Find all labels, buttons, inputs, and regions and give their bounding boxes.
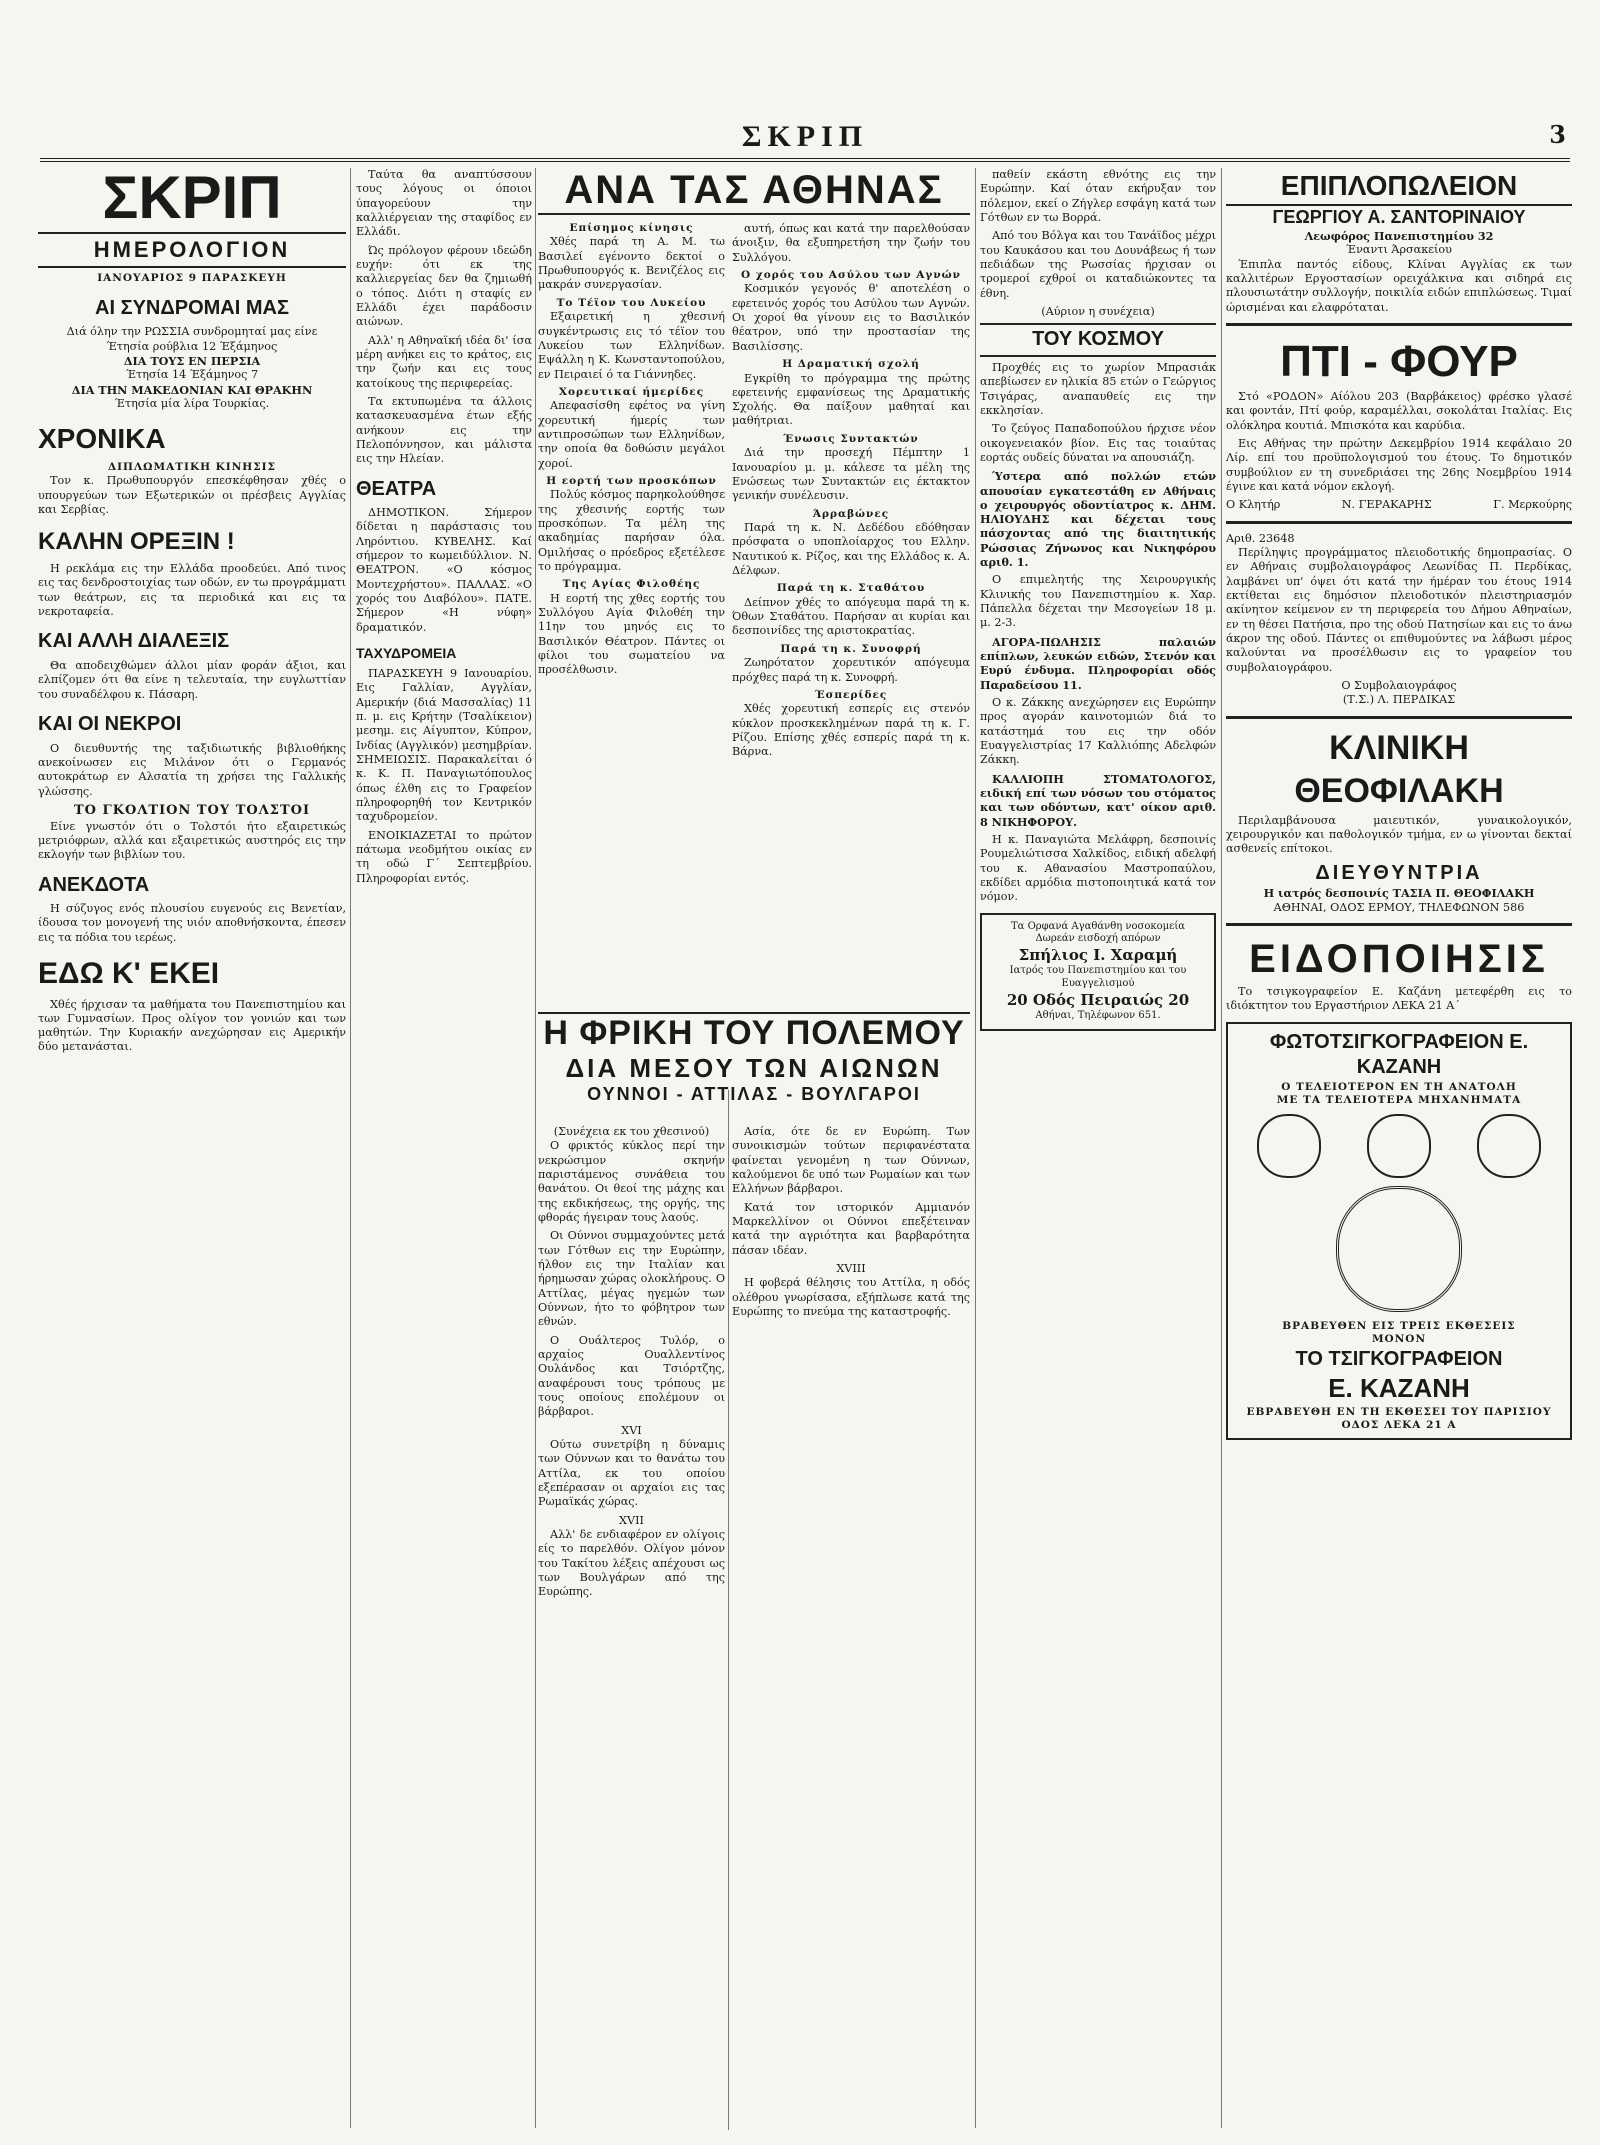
article-text: Ταύτα θα αναπτύσσουν τους λόγους οι όποιοι ύπαγορεύουν την καλλιέργειαν της σταφίδος εν Ελλάδι. <box>356 168 532 239</box>
photo-ad-sub: ΜΕ ΤΑ ΤΕΛΕΙΟΤΕΡΑ ΜΗΧΑΝΗΜΑΤΑ <box>1276 1094 1522 1107</box>
doctor-ad-box <box>980 913 1216 1031</box>
war-headline <box>538 1012 970 1105</box>
article-text: ΔΗΜΟΤΙΚΟΝ. Σήμερον δίδεται η παράστασις του Ληρόντιου. ΚΥΒΕΛΗΣ. Καί σήμερον το κωμειδύλλιον. Ν. ΘΕΑΤΡΟΝ. «Ο κόσμος Μοντεχρήστου». ΠΑΛΛΑΣ. «Ο χορός του Διαβόλου». ΠΑΤΕ. Σήμερον «Η νύφη» δραματικόν. <box>356 506 532 634</box>
article-heading: ΚΑΙ ΟΙ ΝΕΚΡΟΙ <box>38 713 182 736</box>
article-text: Από του Βόλγα και του Τανάϊδος μέχρι του Καυκάσου και του Δουνάβεως ή των πεδιάδων της Ρωσσίας ήρχισαν οι τρομεροί εχθροί οι καταδιώκοντες τα έθνη. <box>980 229 1216 300</box>
column-rule <box>1221 168 1222 2128</box>
divider <box>1226 923 1572 926</box>
article-text: ΠΑΡΑΣΚΕΥΗ 9 Ιανουαρίου. Εις Γαλλίαν, Αγγλίαν, Αμερικήν (διά Μασσαλίας) 11 π. μ. εις Κρήτην (Τσαλίκειον) μεσημ. εις Αίγυπτον, Κύπρον, Ινδίας (Αγγλικόν) μεσημβρίαν. ΣΗΜΕΙΩΣΙΣ. Παρακαλείται ό κ. Κ. Π. Παναγιωτόπουλος όπως έλθη εις το Γραφείον πληροφορηθή τον Κεντρικόν ταχυδρομείον. <box>356 667 532 824</box>
article-text: Ο Ουάλτερος Τυλόρ, ο αρχαίος Ουαλλεντίνος Ουλάνδος και Τσιόρτζης, αναφέρουσι τους τρόπους με τους οποίους επολέμουν οι βάρβαροι. <box>538 1333 725 1419</box>
photo-ad-sub: Ο ΤΕΛΕΙΟΤΕΡΟΝ ΕΝ ΤΗ ΑΝΑΤΟΛΗ <box>1281 1081 1517 1093</box>
article-text: Τα εκτυπωμένα τα άλλοις κατασκευασμένα έτων εξής ανήκουν εις την Πελοπόννησον, και μάλιστα εις την Ηλείαν. <box>356 394 532 466</box>
signature: (Τ.Σ.) Λ. ΠΕΡΔΙΚΑΣ <box>1342 693 1456 707</box>
portrait-medallion-icon <box>1336 1186 1462 1312</box>
article-text: Προχθές εις το χωρίον Μπρασιάκ απεβίωσεν εν ηλικία 85 ετών ο Γεώργιος Τσιγάρας, αναπαυθείς εις την εκκλησίαν. <box>980 360 1216 417</box>
furniture-ad-name: ΓΕΩΡΓΙΟΥ Α. ΣΑΝΤΟΡΙΝΑΙΟΥ <box>1272 206 1526 227</box>
section-taxydromeia: ΤΑΧΥΔΡΟΜΕΙΑ <box>356 645 457 662</box>
photo-ad-address: ΟΔΟΣ ΛΕΚΑ 21 Α <box>1341 1419 1457 1432</box>
article-heading: Χορευτικαί ήμερίδες <box>558 385 705 398</box>
page-number: 3 <box>1549 120 1566 149</box>
masthead <box>40 118 1570 162</box>
divider <box>1226 521 1572 524</box>
article-text: Αλλ' δε ενδιαφέρον εν ολίγοις είς το παρελθόν. Ολίγον μόνον του Τακίτου λέξεις απέχουσι ως των Βουλγάρων από της Ευρώπης. <box>538 1527 725 1599</box>
article-text: Η σύζυγος ενός πλουσίου ευγενούς εις Βενετίαν, ίδουσα τον μονογενή της υιόν αποθνήσκοντα, έπεσεν εις τα πόδια του ιερέως. <box>38 902 346 944</box>
article-text: ΕΝΟΙΚΙΑΖΕΤΑΙ το πρώτον πάτωμα νεοδμήτου οικίας εν τη οδώ Γ΄ Σεπτεμβρίου. Πληροφορίαι εντός. <box>356 828 532 885</box>
article-text: Απεφασίσθη εφέτος να γίνη χορευτική ήμερίς των αντιπροσώπων των Ελληνίδων, την οποία θα δοθώσιν μεγάλοι χοροί. <box>538 399 725 470</box>
section-tou-kosmou: ΤΟΥ ΚΟΣΜΟΥ <box>980 323 1216 357</box>
photo-ad-line: Ε. ΚΑΖΑΝΗ <box>1328 1373 1470 1404</box>
divider <box>1226 716 1572 719</box>
article-text: Εγκρίθη το πρόγραμμα της πρώτης εφετεινής εμφανίσεως της Δραματικής Σχολής. Θα παίξουν μαθηταί και μαθήτριαι. <box>732 371 970 428</box>
article-heading: Ένωσις Συντακτών <box>783 432 919 445</box>
article-text: Το ζεύγος Παπαδοπούλου ήρχισε νέον οικογενειακόν βίον. Εις τας τοιαύτας εορτάς ουδείς δύναται να απουσιάζη. <box>980 422 1216 464</box>
banner-title: ΑΝΑ ΤΑΣ ΑΘΗΝΑΣ <box>538 168 970 215</box>
medals-row <box>1234 1114 1564 1178</box>
article-text: Ζωηρότατον χορευτικόν απόγευμα πρόχθες παρά τη κ. Συνοφρή. <box>732 656 970 684</box>
signature: Ν. ΓΕΡΑΚΑΡΗΣ <box>1341 498 1432 512</box>
column-rule <box>728 1090 729 2130</box>
medal-icon <box>1477 1114 1541 1178</box>
clinic-director-name: Η ιατρός δεσποινίς ΤΑΣΙΑ Π. ΘΕΟΦΙΛΑΚΗ <box>1263 886 1535 901</box>
article-text: Ο διευθυντής της ταξιδιωτικής βιβλιοθήκης ανεκοίνωσεν εις Μιλάνον ότι ο Γερμανός αυτοκράτωρ εν Αλσατία τη χρήσει της Γαλλικής γλώσσης. <box>38 741 346 798</box>
article-heading: Παρά τη κ. Σταθάτου <box>776 582 926 595</box>
furniture-ad-sub: Έναντι Άρσακείου <box>1346 243 1452 257</box>
photo-engraving-ad <box>1226 1022 1572 1441</box>
column-5 <box>980 168 1216 2128</box>
subscriptions-line: ΔΙΑ ΤΟΥΣ ΕΝ ΠΕΡΣΙΑ <box>123 353 261 368</box>
article-heading: ΤΟ ΓΚΟΛΤΙΟΝ ΤΟΥ ΤΟΛΣΤΟΙ <box>73 802 311 818</box>
furniture-ad-address: Λεωφόρος Πανεπιστημίου 32 <box>1304 228 1494 243</box>
classified-ad: Ο επιμελητής της Χειρουργικής Κλινικής του Πανεπιστημίου κ. Χαρ. Πάπελλα δέχεται την Μεσογείων 18 μ. μ. 2-3. <box>980 573 1216 630</box>
article-text: Δείπνον χθές το απόγευμα παρά τη κ. Όθων Σταθάτου. Παρήσαν αι κυρίαι και δεσποινίδες της αριστοκρατίας. <box>732 595 970 638</box>
ad-line: Ιατρός του Πανεπιστημίου και του Ευαγγελισμού <box>1009 965 1187 990</box>
notice-text: Περίληψις προγράμματος πλειοδοτικής δημοπρασίας. Ο εν Αθήναις συμβολαιογράφος Λεωνίδας Π. Περδίκας, λαμβάνει υπ' όψει ότι κατά την ήμέραν του έτους 1914 εκτίθεται εις δημόσιον πλειοδοτικόν πλειστηριασμόν ακίνητον κείμενον εν τη περιφερεία του Δήμου Αθηναίων, εν τη θέσει Πατήσια, προ της οδού Πατησίων και εις το άνω άκρον της οδού. Πάντες οι επιθυμούντες να λάβωσι μέρος καλούνται να προσέλθωσιν εις το γραφείον του συμβολαιογράφου. <box>1226 546 1572 674</box>
column-rule <box>350 168 351 2128</box>
article-text: Ώς πρόλογον φέρουν ιδεώδη ευχήν: ότι εκ της καλλιεργείας δεν θα ζημιωθή ο τόπος. Διότι η σταφίς εν Ελλάδι έχει παράδοσιν αιώνων. <box>356 243 532 329</box>
medal-icon <box>1257 1114 1321 1178</box>
clinic-text: Περιλαμβάνουσα μαιευτικόν, γυναικολογικόν, χειρουργικόν και παθολογικόν τμήμα, εν ω γίνονται δεκταί ασθενείς επίτοκοι. <box>1226 813 1572 856</box>
notice-text: Εις Αθήνας την πρώτην Δεκεμβρίου 1914 κεφάλαιο 20 Λίρ. επί του προϋπολογισμού του έτους. Το δημοτικόν συμβούλιον εν τη συνεδριάσει της 26ης Νοεμβρίου 1914 έγινε και κατά νόμον εκλογή. <box>1226 437 1572 494</box>
article-text: Κοσμικόν γεγονός θ' αποτελέση ο εφετεινός χορός του Ασύλου των Αγνών. Οι χοροί θα γίνουν εις το Βασιλικόν θέατρον, υπό την προστασίαν της Βασιλίσσης. <box>732 282 970 353</box>
column-2 <box>356 168 532 2128</box>
column-1 <box>38 168 346 2128</box>
chapter-number: XVI <box>621 1423 642 1437</box>
article-text: Χθές ήρχισαν τα μαθήματα του Πανεπιστημίου και των Γυμνασίων. Προς ολίγον τον γονιών και των μαθητών. Την Κυριακήν ανεχώρησαν εις Αμερικήν δύο μετανάσται. <box>38 997 346 1054</box>
article-heading: Της Αγίας Φιλοθέης <box>562 578 701 591</box>
classified-ad: Η κ. Παναγιώτα Μελάφρη, δεσποινίς Ρουμελιώτισσα Χαλκίδος, ειδική αδελφή του κ. Αθανασίου Μαστροπαύλου, εκδίδει αρμόδια πιστοποιητικά κατά τον νόμον. <box>980 833 1216 904</box>
article-heading: ΕΔΩ Κ' ΕΚΕΙ <box>38 957 220 991</box>
classified-ad: ΑΓΟΡΑ-ΠΩΛΗΣΙΣ παλαιών επίπλων, λευκών ειδών, Στενόν και Ευρύ ένδυμα. Πληροφορίαι οδός Παραδείσου 11. <box>980 634 1216 692</box>
signature: Ο Συμβολαιογράφος <box>1341 679 1457 693</box>
article-text: Χθές παρά τη Α. Μ. τω Βασιλεί εγένοντο δεκτοί ο Πρωθυπουργός κ. Βενιζέλος εις μακράν συνεργασίαν. <box>538 235 725 292</box>
article-heading: ΚΑΛΗΝ ΟΡΕΞΙΝ ! <box>38 528 235 556</box>
masthead-title: ΣΚΡΙΠ <box>741 120 869 153</box>
article-heading: Η εορτή των προσκόπων <box>546 474 717 487</box>
column-rule <box>535 168 536 2128</box>
furniture-ad-title: ΕΠΙΠΛΟΠΩΛΕΙΟΝ <box>1226 168 1572 206</box>
ad-address: 20 Οδός Πειραιώς 20 <box>1006 991 1190 1010</box>
clinic-title: ΚΛΙΝΙΚΗ ΘΕΟΦΙΛΑΚΗ <box>1294 728 1504 811</box>
chapter-number: XVIII <box>836 1261 866 1275</box>
furniture-ad-text: Έπιπλα παντός είδους, Κλίναι Αγγλίας εκ των καλλιτέρων Εργοστασίων ορειχάλκινα και σιδηρά εις πλουσιωτάτην συλλογήν, ποικιλία ειδών επιπλώσεως. Τιμαί ώρισμέναι και ελαφρόταται. <box>1226 257 1572 314</box>
article-text: Ούτω συνετρίβη η δύναμις των Ούννων και το θανάτω του Αττίλα, εκ του οποίου εξεπέρασαν οι αρχαίοι εις τας Ρωμαϊκάς χώρας. <box>538 1437 725 1509</box>
continued-note: (Συνέχεια εκ του χθεσινού) <box>553 1125 710 1138</box>
ad-line: Δωρεάν εισδοχή απόρων <box>1035 933 1161 945</box>
photo-ad-line: ΕΒΡΑΒΕΥΘΗ ΕΝ ΤΗ ΕΚΘΕΣΕΙ ΤΟΥ ΠΑΡΙΣΙΟΥ <box>1246 1405 1552 1418</box>
section-banner <box>538 168 970 215</box>
war-headline-line3: ΟΥΝΝΟΙ - ΑΤΤΙΛΑΣ - ΒΟΥΛΓΑΡΟΙ <box>587 1084 921 1104</box>
column-4 <box>732 222 970 1002</box>
subscriptions-line: Έτησία ρούβλια 12 Έξάμηνος <box>106 339 278 353</box>
petit-four-title: ΠΤΙ - ΦΟΥΡ <box>1280 336 1518 386</box>
article-text: Εξαιρετική η χθεσινή συγκέντρωσις εις τό τέϊον του Λυκείου των Ελληνίδων. Εψάλλη η Κ. Κωνσταντοπούλου, εν Πειραιεί ό τα Γιάννηδες. <box>538 310 725 381</box>
subscriptions-line: Έτησία 14 Έξάμηνος 7 <box>125 368 259 382</box>
article-text: Αλλ' η Αθηναϊκή ιδέα δι' ίσα μέρη ανήκει εις το κράτος, εις την ζωήν και εις τους κατοίκους της περιφερείας. <box>356 333 532 390</box>
war-headline-line1: Η ΦΡΙΚΗ ΤΟΥ ΠΟΛΕΜΟΥ <box>543 1014 965 1052</box>
ad-line: Τα Ορφανά Αγαθάνθη νοσοκομεία <box>1010 920 1185 932</box>
signature-row <box>1226 498 1572 512</box>
column-6 <box>1226 168 1572 2128</box>
continued-note: (Αύριον η συνέχεια) <box>1041 304 1155 318</box>
war-article-right <box>732 1125 970 2125</box>
notice-number: Αριθ. 23648 <box>1226 531 1295 545</box>
article-text: Είνε γνωστόν ότι ο Τολστόι ήτο εξαιρετικώς μετριόφρων, αλλά και εξαιρετικώς αυστηρός εις την εκλογήν των βιβλίων του. <box>38 819 346 862</box>
medal-icon <box>1367 1114 1431 1178</box>
eidopoiisis-title: ΕΙΔΟΠΟΙΗΣΙΣ <box>1249 936 1549 981</box>
article-heading: Ο χορός του Ασύλου των Αγνών <box>741 268 961 281</box>
signature: Γ. Μερκούρης <box>1493 498 1572 512</box>
subscriptions-line: ΔΙΑ ΤΗΝ ΜΑΚΕΔΟΝΙΑΝ ΚΑΙ ΘΡΑΚΗΝ <box>71 382 313 397</box>
signature: Ο Κλητήρ <box>1226 498 1281 512</box>
photo-ad-title: ΦΩΤΟΤΣΙΓΚΟΓΡΑΦΕΙΟΝ Ε. ΚΑΖΑΝΗ <box>1269 1030 1529 1079</box>
article-text: Κατά τον ιστορικόν Αμμιανόν Μαρκελλίνον οι Ούννοι επεξέτειναν κατά την αγριότητα και βαρβαρότητα πάσαν ιδέαν. <box>732 1200 970 1257</box>
calendar-date: ΙΑΝΟΥΑΡΙΟΣ 9 ΠΑΡΑΣΚΕΥΗ <box>97 272 287 285</box>
classified-ad: ΚΑΛΛΙΟΠΗ ΣΤΟΜΑΤΟΛΟΓΟΣ, ειδική επί των νόσων του στόματος και των οδόντων, κατ' οίκον αριθ. 8 ΝΙΚΗΦΟΡΟΥ. <box>980 771 1216 829</box>
article-text: Ο φρικτός κύκλος περί την νεκρώσιμον σκηνήν παριστάμενος συνάθεια του θανάτου. Οι θεοί της μάχης και της εκδικήσεως, της οργής, της φθοράς ήγειραν τους λαούς. <box>538 1139 725 1224</box>
article-text: Η εορτή της χθες εορτής του Συλλόγου Αγία Φιλοθέη την 11ην του μηνός εις το Βασιλικόν Θέατρον. Πάντες οι φίλοι του σωματείου να προσέλθωσιν. <box>538 591 725 677</box>
paper-logo: ΣΚΡΙΠ <box>102 168 282 231</box>
article-heading: Το Τέϊον του Λυκείου <box>556 296 707 309</box>
article-heading: Επίσημος κίνησις <box>569 222 694 234</box>
article-heading: ΚΑΙ ΑΛΛΗ ΔΙΑΛΕΞΙΣ <box>38 630 230 653</box>
article-heading: Άρραβώνες <box>812 507 890 520</box>
calendar-heading: ΗΜΕΡΟΛΟΓΙΟΝ <box>38 232 346 268</box>
subscriptions-line: Διά όλην την ΡΩΣΣΙΑ συνδρομηταί μας είνε <box>66 325 318 339</box>
article-text: Χθές χορευτική εσπερίς εις στενόν κύκλον προσκεκλημένων παρά τη κ. Γ. Ρίζου. Επίσης χθές εσπερίς παρά τη κ. Βάρνα. <box>732 702 970 759</box>
clinic-address: ΑΘΗΝΑΙ, ΟΔΟΣ ΕΡΜΟΥ, ΤΗΛΕΦΩΝΟΝ 586 <box>1273 900 1525 914</box>
war-headline-line2: ΔΙΑ ΜΕΣΟΥ ΤΩΝ ΑΙΩΝΩΝ <box>565 1053 943 1083</box>
petit-four-text: Στό «ΡΟΔΟΝ» Αίόλου 203 (Βαρβάκειος) φρέσκο γλασέ και φοντάν, Πτί φούρ, καραμέλλαι, σοκολάται Ιταλίας. Εις ολόκληρα κουτιά. Μπισκότα και καρύδια. <box>1226 390 1572 432</box>
article-text: Διά την προσεχή Πέμπτην 1 Ιανουαρίου μ. μ. κάλεσε τα μέλη της Ενώσεως των Συντακτών εις έκτακτον γενικήν συνέλευσιν. <box>732 446 970 503</box>
ad-name: Σπήλιος Ι. Χαραμή <box>1018 946 1178 965</box>
article-text: Θα αποδειχθώμεν άλλοι μίαν φοράν άξιοι, και ελπίζομεν ότι θα είνε η τελευταία, την ευγλωττίαν του συναδέλφου κ. Πάσαρη. <box>38 659 346 701</box>
classified-ad: Ύστερα από πολλών ετών απουσίαν εγκατεστάθη εν Αθήναις ο χειρουργός οδοντίατρος κ. ΔΗΜ. ΗΛΙΟΥΔΗΣ και δέχεται τους πάσχοντας από της διαιτητικής Ρώσσιας Ζήνωνος και Νικηφόρου αριθ. 1. <box>980 469 1216 570</box>
clinic-director-heading: ΔΙΕΥΘΥΝΤΡΙΑ <box>1315 861 1483 884</box>
article-text: Η ρεκλάμα εις την Ελλάδα προοδεύει. Από τινος εις τας δενδροστοιχίας των οδών, εν τω προγράμματι των θεάτρων, εις τα περιοδικά και εις τα νεκροταφεία. <box>38 562 346 619</box>
article-text: παθείν εκάστη εθνότης εις την Ευρώπην. Καί όταν εκήρυξαν τον πόλεμον, εκεί ο Ζήγλερ εσφάγη κατά των Γότθων εν τω Βορρά. <box>980 168 1216 224</box>
article-text: Πολύς κόσμος παρηκολούθησε της χθεσινής εορτής των προσκόπων. Τα μέλη της ακαδημίας παρήσαν όλα. Ομιλήσας ο πρόεδρος εξετέλεσε το πρόγραμμα. <box>538 488 725 573</box>
chapter-number: XVII <box>619 1513 644 1527</box>
ad-line: Αθήναι, Τηλέφωνον 651. <box>1035 1010 1161 1022</box>
article-text: Παρά τη κ. Ν. Δεδέδου εδόθησαν πρόσφατα ο υποπλοίαρχος του Ελλην. Ναυτικού κ. Ρίζος, και της Ελλάδος κ. Α. Δέλφων. <box>732 521 970 577</box>
article-heading: Έσπερίδες <box>814 688 888 701</box>
section-theatra: ΘΕΑΤΡΑ <box>356 477 437 500</box>
classified-ad: Ο κ. Ζάκκης ανεχώρησεν εις Ευρώπην προς αγοράν καινοτομιών διά το κατάστημά του εις την οδόν Ευαγγελιστρίας 17 Καλλιόπης Αδελφών Ζάκκη. <box>980 696 1216 767</box>
article-text: αυτή, όπως και κατά την παρελθούσαν άνοιξιν, θα εξυπηρετήση την ζωήν του Συλλόγου. <box>732 222 970 264</box>
article-heading: ΑΝΕΚΔΟΤΑ <box>38 873 150 896</box>
war-article-left <box>538 1125 725 2125</box>
column-3 <box>538 222 725 1002</box>
article-text: Τον κ. Πρωθυπουργόν επεσκέφθησαν χθές ο υπουργεύων των Εξωτερικών οι πρέσβεις Αγγλίας και Σερβίας. <box>38 474 346 517</box>
article-text: Ασία, ότε δε εν Ευρώπη. Των συνοικισμών τούτων περιφανέστατα φαίνεται γενομένη η των Ούννων, καλούμενοι δε υπό των Ρωμαίων και των Ελλήνων βάρβαροι. <box>732 1125 970 1196</box>
subscriptions-heading: ΑΙ ΣΥΝΔΡΟΜΑΙ ΜΑΣ <box>95 296 289 319</box>
article-heading: Η Δραματική σχολή <box>782 358 920 371</box>
photo-ad-prize: ΒΡΑΒΕΥΘΕΝ ΕΙΣ ΤΡΕΙΣ ΕΚΘΕΣΕΙΣ <box>1282 1319 1516 1332</box>
article-text: Η φοβερά θέλησις του Αττίλα, η οδός ολέθρου γνωρίσασα, εξήπλωσε κατά της Ευρώπης το πνεύμα της καταστροφής. <box>732 1276 970 1318</box>
subscriptions-line: Έτησία μία λίρα Τουρκίας. <box>114 396 270 410</box>
article-heading: Παρά τη κ. Συνοφρή <box>780 642 922 655</box>
section-chronika: ΧΡΟΝΙΚΑ <box>38 423 166 455</box>
section-subheading: ΔΙΠΛΩΜΑΤΙΚΗ ΚΙΝΗΣΙΣ <box>108 460 276 473</box>
divider <box>1226 323 1572 326</box>
photo-ad-only: ΜΟΝΟΝ <box>1371 1333 1427 1346</box>
photo-ad-line: ΤΟ ΤΣΙΓΚΟΓΡΑΦΕΙΟΝ <box>1295 1347 1503 1370</box>
column-rule <box>975 168 976 2128</box>
eidopoiisis-text: Το τσιγκογραφείον Ε. Καζάνη μετεφέρθη εις το ιδιόκτητον του Εργαστήριον ΛΕΚΑ 21 Α΄ <box>1226 985 1572 1013</box>
article-text: Οι Ούννοι συμμαχούντες μετά των Γότθων εις την Ευρώπην, ήλθον εις την Ιταλίαν και ήρημωσαν χώρας ολοκλήρους. Ο Αττίλας, μέγας ηγεμών των Ούννων, ήτο το φόβητρον των εθνών. <box>538 1229 725 1329</box>
